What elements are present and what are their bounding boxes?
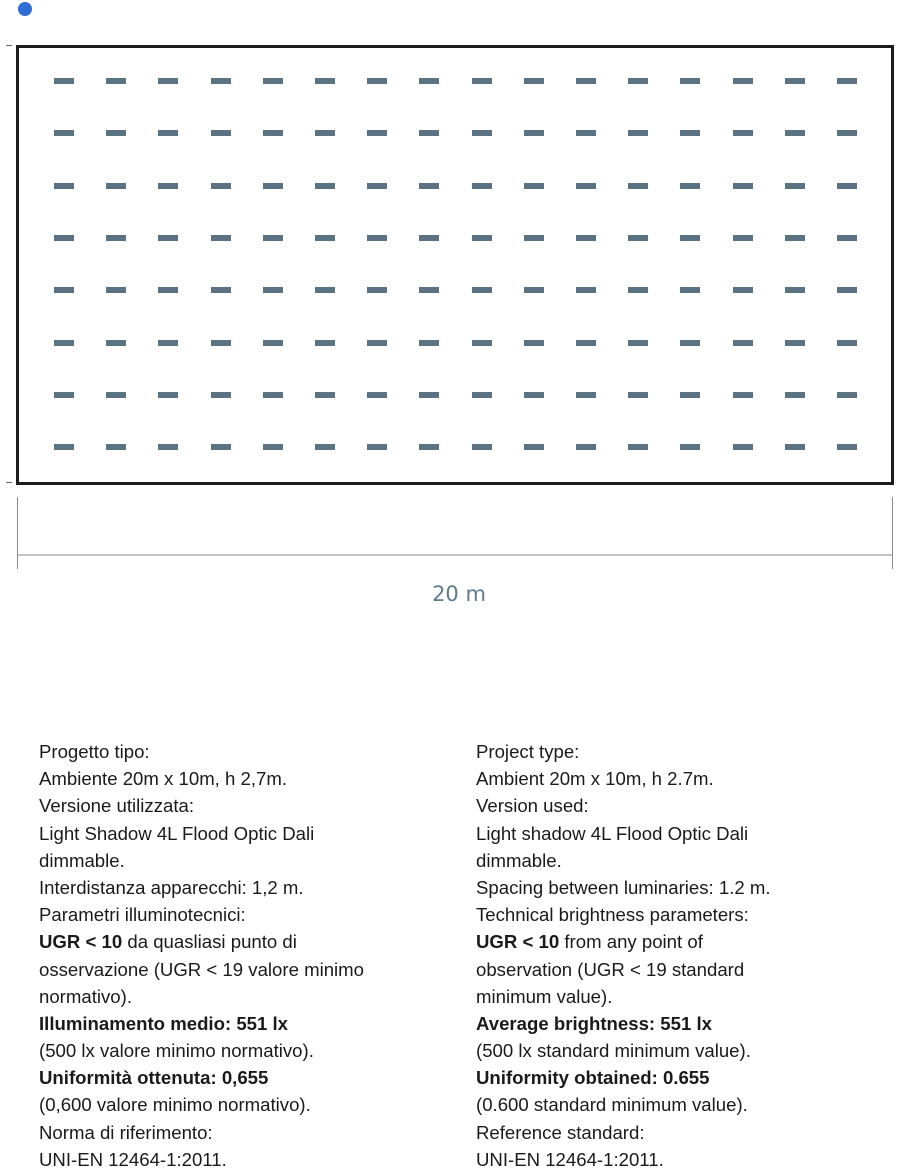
it-ugr-line-1 bbox=[39, 928, 364, 955]
en-illuminance-bold: Average brightness: 551 lx bbox=[476, 1012, 712, 1034]
dimension-line bbox=[17, 497, 893, 569]
it-uniformity-note: (0,600 valore minimo normativo). bbox=[39, 1094, 311, 1116]
left-tick-top bbox=[6, 45, 12, 46]
it-ugr-line-3: normativo). bbox=[39, 985, 132, 1007]
en-ugr-line-2: observation (UGR < 19 standard bbox=[476, 958, 745, 980]
en-uniformity-note: (0.600 standard minimum value). bbox=[476, 1094, 748, 1116]
en-illuminance bbox=[476, 1010, 771, 1037]
it-spacing: Interdistanza apparecchi: 1,2 m. bbox=[39, 876, 304, 898]
en-uniformity bbox=[476, 1064, 771, 1091]
it-project-type-label: Progetto tipo: bbox=[39, 741, 150, 762]
italian-description bbox=[39, 738, 364, 1173]
it-norm-value: UNI-EN 12464-1:2011. bbox=[39, 1148, 227, 1170]
left-tick-bottom bbox=[6, 482, 12, 483]
room-floor-plan bbox=[16, 45, 894, 485]
english-description bbox=[476, 738, 771, 1173]
it-version-value-2: dimmable. bbox=[39, 849, 125, 871]
it-norm-label: Norma di riferimento: bbox=[39, 1121, 213, 1143]
it-ugr-rest: da quasliasi punto di bbox=[122, 931, 297, 953]
en-illuminance-note: (500 lx standard minimum value). bbox=[476, 1040, 751, 1062]
it-illuminance-note: (500 lx valore minimo normativo). bbox=[39, 1040, 314, 1062]
it-version-value-1: Light Shadow 4L Flood Optic Dali bbox=[39, 822, 315, 844]
dimension-label: 20 m bbox=[432, 582, 486, 606]
en-version-value-2: dimmable. bbox=[476, 849, 562, 871]
en-ugr-rest: from any point of bbox=[559, 931, 703, 953]
en-norm-label: Reference standard: bbox=[476, 1121, 645, 1143]
en-project-type-label: Project type: bbox=[476, 741, 580, 762]
it-uniformity bbox=[39, 1064, 364, 1091]
en-ugr-bold: UGR < 10 bbox=[476, 931, 560, 953]
en-version-label: Version used: bbox=[476, 795, 589, 817]
it-uniformity-bold: Uniformità ottenuta: 0,655 bbox=[39, 1067, 269, 1089]
it-ugr-line-2: osservazione (UGR < 19 valore minimo bbox=[39, 958, 365, 980]
en-norm-value: UNI-EN 12464-1:2011. bbox=[476, 1148, 664, 1170]
en-project-type-value: Ambient 20m x 10m, h 2.7m. bbox=[476, 768, 714, 790]
en-ugr-line-3: minimum value). bbox=[476, 985, 613, 1007]
it-version-label: Versione utilizzata: bbox=[39, 795, 195, 817]
en-params-label: Technical brightness parameters: bbox=[476, 904, 749, 926]
it-illuminance-bold: Illuminamento medio: 551 lx bbox=[39, 1012, 289, 1034]
status-indicator-dot bbox=[18, 2, 32, 16]
en-uniformity-bold: Uniformity obtained: 0.655 bbox=[476, 1067, 710, 1089]
en-version-value-1: Light shadow 4L Flood Optic Dali bbox=[476, 822, 749, 844]
it-project-type-value: Ambiente 20m x 10m, h 2,7m. bbox=[39, 768, 288, 790]
en-spacing: Spacing between luminaries: 1.2 m. bbox=[476, 876, 771, 898]
en-ugr-line-1 bbox=[476, 928, 771, 955]
it-ugr-bold: UGR < 10 bbox=[39, 931, 123, 953]
it-illuminance bbox=[39, 1010, 364, 1037]
it-params-label: Parametri illuminotecnici: bbox=[39, 904, 246, 926]
